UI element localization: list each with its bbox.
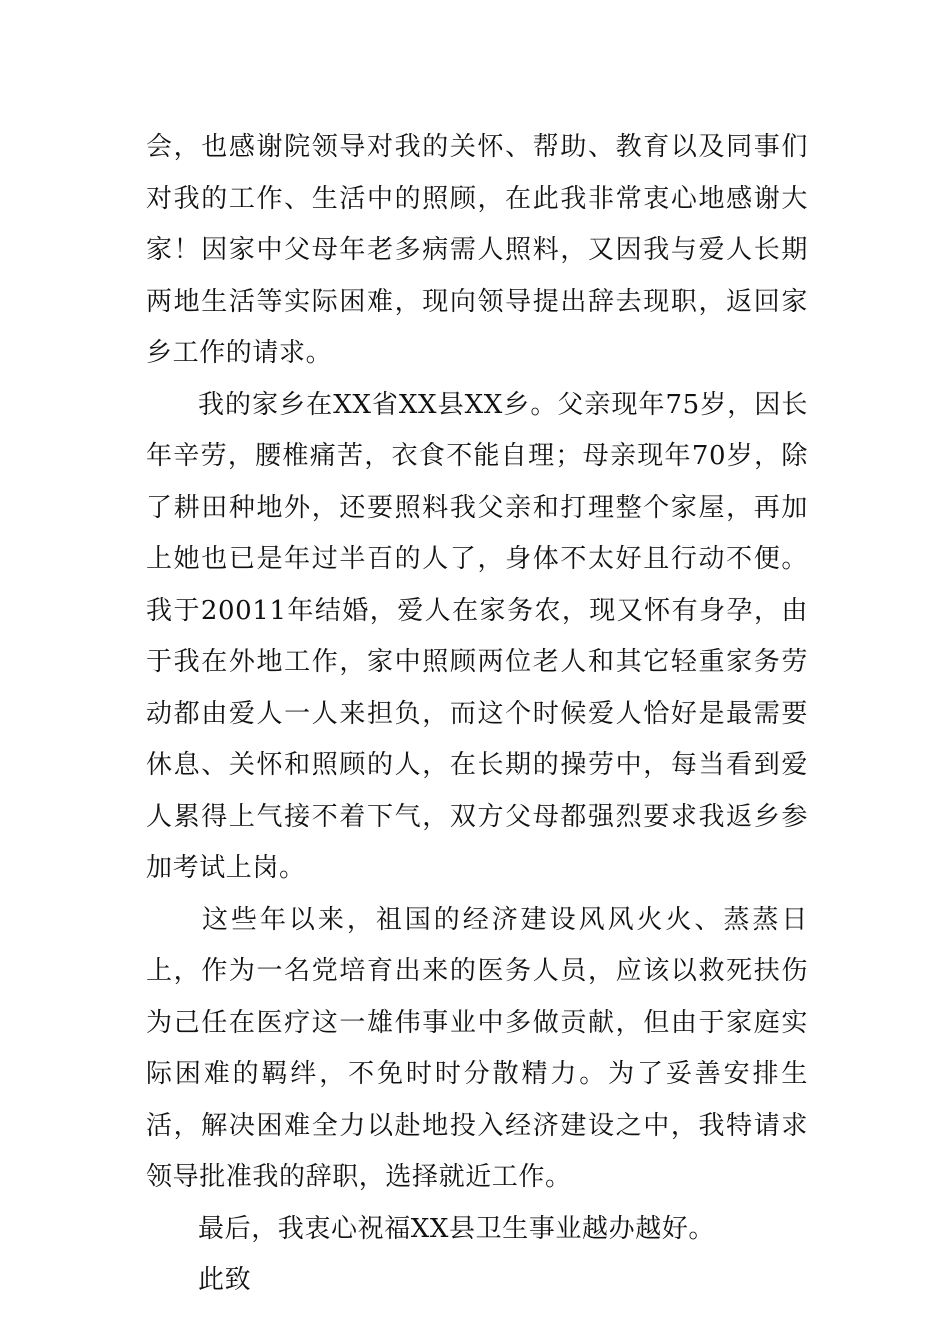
paragraph-resignation-reason: 这些年以来，祖国的经济建设风风火火、蒸蒸日上，作为一名党培育出来的医务人员，应该以救死扶伤为己任在医疗这一雄伟事业中多做贡献，但由于家庭实际困难的羁绊，不免时时分散精力。为了妥善安排生活，解决困难全力以赴地投入经济建设之中，我特请求领导批准我的辞职，选择就近工作。 — [146, 904, 808, 1192]
letter-body — [146, 122, 808, 1307]
paragraph-family-situation: 我的家乡在XX省XX县XX乡。父亲现年75岁，因长年辛劳，腰椎痛苦，衣食不能自理；母亲现年70岁，除了耕田种地外，还要照料我父亲和打理整个家屋，再加上她也已是年过半百的人了，身体不太好且行动不便。我于20011年结婚，爱人在家务农，现又怀有身孕，由于我在外地工作，家中照顾两位老人和其它轻重家务劳动都由爱人一人来担负，而这个时候爱人恰好是最需要休息、关怀和照顾的人，在长期的操劳中，每当看到爱人累得上气接不着下气，双方父母都强烈要求我返乡参加考试上岗。 — [146, 389, 808, 883]
salutation-cizhi: 此致 — [198, 1265, 252, 1295]
paragraph-continuation: 会，也感谢院领导对我的关怀、帮助、教育以及同事们对我的工作、生活中的照顾，在此我非常衷心地感谢大家！因家中父母年老多病需人照料，又因我与爱人长期两地生活等实际困难，现向领导提出辞去现职，返回家乡工作的请求。 — [146, 132, 808, 368]
paragraph-closing-wish: 最后，我衷心祝福XX县卫生事业越办越好。 — [198, 1213, 716, 1244]
